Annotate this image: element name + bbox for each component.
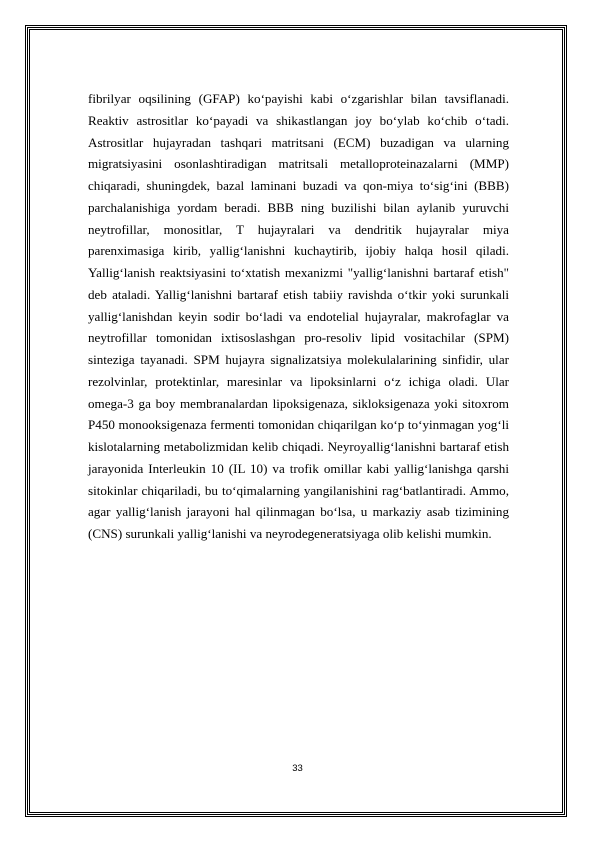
- body-paragraph: fibrilyar oqsilining (GFAP) ko‘payishi kabi o‘zgarishlar bilan tavsiflanadi. Reaktiv astrositlar ko‘payadi va shikastlangan joy bo‘ylab ko‘chib o‘tadi. Astrositlar hujayradan tashqari matritsani (ECM) buzadigan va ularning migratsiyasini osonlashtiradigan matritsali metalloproteinazalarni (MMP) chiqaradi, shuningdek, bazal laminani buzadi va qon-miya to‘sig‘ini (BBB) parchalanishiga yordam beradi. BBB ning buzilishi bilan aylanib yuruvchi neytrofillar, monositlar, T hujayralari va dendritik hujayralar miya parenximasiga kirib, yallig‘lanishni kuchaytirib, ijobiy halqa hosil qiladi. Yallig‘lanish reaktsiyasini to‘xtatish mexanizmi "yallig‘lanishni bartaraf etish" deb ataladi. Yallig‘lanishni bartaraf etish tabiiy ravishda o‘tkir yoki surunkali yallig‘lanishdan keyin sodir bo‘ladi va endotelial hujayralar, makrofaglar va neytrofillar tomonidan ixtisoslashgan pro-resoliv lipid vositachilar (SPM) sinteziga tayanadi. SPM hujayra signalizatsiya molekulalarining sinfidir, ular rezolvinlar, protektinlar, maresinlar va lipoksinlarni o‘z ichiga oladi. Ular omega-3 ga boy membranalardan lipoksigenaza, sikloksigenaza yoki sitoxrom P450 monooksigenaza fermenti tomonidan chiqarilgan ko‘p to‘yinmagan yog‘li kislotalarning metabolizmidan kelib chiqadi. Neyroyallig‘lanishni bartaraf etish jarayonida Interleukin 10 (IL 10) va trofik omillar kabi yallig‘lanishga qarshi sitokinlar chiqariladi, bu to‘qimalarning yangilanishini rag‘batlantiradi. Ammo, agar yallig‘lanish jarayoni hal qilinmagan bo‘lsa, u markaziy asab tizimining (CNS) surunkali yallig‘lanishi va neyrodegeneratsiyaga olib kelishi mumkin.: [88, 91, 509, 541]
- page-number: 33: [292, 763, 303, 774]
